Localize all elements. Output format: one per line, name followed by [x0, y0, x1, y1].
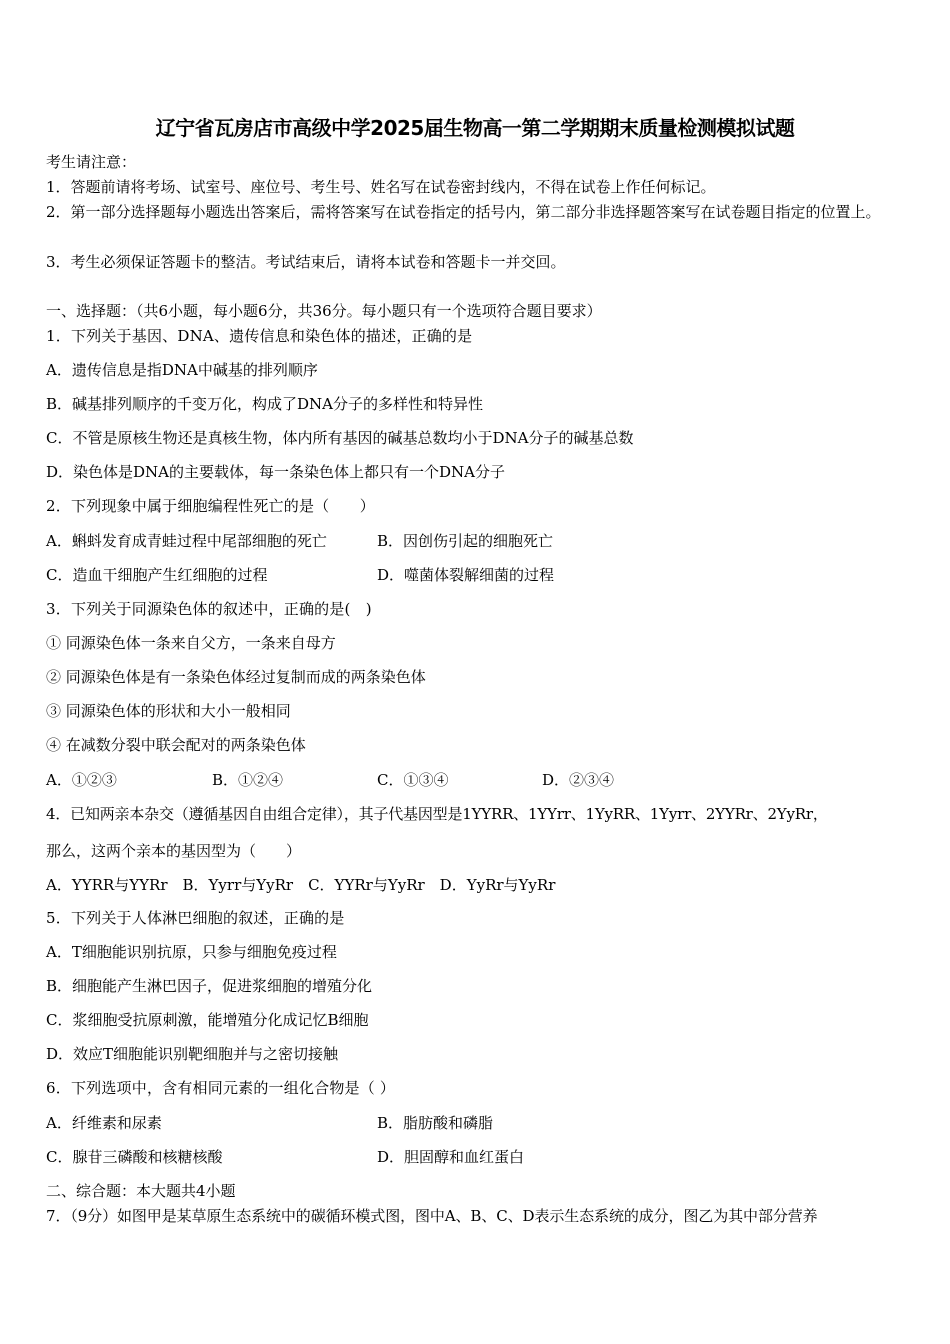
notice-heading: 考生请注意：: [46, 153, 137, 171]
question-1-option-c: C．不管是原核生物还是真核生物，体内所有基因的碱基总数均小于DNA分子的碱基总数: [46, 429, 634, 447]
question-3-statement-2: ② 同源染色体是有一条染色体经过复制而成的两条染色体: [46, 668, 426, 686]
section-2-heading: 二、综合题：本大题共4小题: [46, 1182, 236, 1200]
question-6-option-d: D．胆固醇和血红蛋白: [377, 1148, 525, 1166]
notice-item-2: 2．第一部分选择题每小题选出答案后，需将答案写在试卷指定的括号内，第二部分非选择题答案写在试卷题目指定的位置上。: [46, 203, 881, 221]
question-3-option-c: C．①③④: [377, 771, 449, 789]
question-5-stem: 5．下列关于人体淋巴细胞的叙述，正确的是: [46, 909, 345, 927]
question-5-option-b: B．细胞能产生淋巴因子，促进浆细胞的增殖分化: [46, 977, 373, 995]
question-2-option-d: D．噬菌体裂解细菌的过程: [377, 566, 555, 584]
question-3-statement-4: ④ 在减数分裂中联会配对的两条染色体: [46, 736, 306, 754]
question-4-stem-line-1: 4．已知两亲本杂交（遵循基因自由组合定律），其子代基因型是1YYRR、1YYrr、1YyRR、1Yyrr、2YYRr、2YyRr，: [46, 805, 828, 823]
question-2-stem: 2．下列现象中属于细胞编程性死亡的是（ ）: [46, 497, 375, 515]
question-1-option-d: D．染色体是DNA的主要载体，每一条染色体上都只有一个DNA分子: [46, 463, 505, 481]
question-4-options: A．YYRR与YYRr B．Yyrr与YyRr C．YYRr与YyRr D．YyRr与YyRr: [46, 876, 556, 894]
question-1-option-b: B．碱基排列顺序的千变万化，构成了DNA分子的多样性和特异性: [46, 395, 484, 413]
question-3-statement-1: ① 同源染色体一条来自父方，一条来自母方: [46, 634, 336, 652]
question-7-stem: 7．（9分）如图甲是某草原生态系统中的碳循环模式图，图中A、B、C、D表示生态系统的成分，图乙为其中部分营养: [46, 1207, 818, 1225]
question-3-option-d: D．②③④: [542, 771, 615, 789]
question-3-option-a: A．①②③: [46, 771, 117, 789]
notice-item-3: 3．考生必须保证答题卡的整洁。考试结束后，请将本试卷和答题卡一并交回。: [46, 253, 566, 271]
question-2-option-c: C．造血干细胞产生红细胞的过程: [46, 566, 268, 584]
question-5-option-a: A．T细胞能识别抗原，只参与细胞免疫过程: [46, 943, 337, 961]
question-3-option-b: B．①②④: [212, 771, 284, 789]
notice-item-1: 1．答题前请将考场、试室号、座位号、考生号、姓名写在试卷密封线内，不得在试卷上作任何标记。: [46, 178, 716, 196]
question-1-stem: 1．下列关于基因、DNA、遗传信息和染色体的描述，正确的是: [46, 327, 473, 345]
question-6-option-a: A．纤维素和尿素: [46, 1114, 162, 1132]
question-3-statement-3: ③ 同源染色体的形状和大小一般相同: [46, 702, 291, 720]
page-title: 辽宁省瓦房店市高级中学2025届生物高一第二学期期末质量检测模拟试题: [155, 116, 795, 140]
question-5-option-c: C．浆细胞受抗原刺激，能增殖分化成记忆B细胞: [46, 1011, 369, 1029]
question-6-stem: 6．下列选项中，含有相同元素的一组化合物是（ ）: [46, 1079, 396, 1097]
question-6-option-b: B．脂肪酸和磷脂: [377, 1114, 494, 1132]
question-1-option-a: A．遗传信息是指DNA中碱基的排列顺序: [46, 361, 318, 379]
question-4-stem-line-2: 那么，这两个亲本的基因型为（ ）: [46, 842, 302, 860]
question-5-option-d: D．效应T细胞能识别靶细胞并与之密切接触: [46, 1045, 339, 1063]
question-2-option-b: B．因创伤引起的细胞死亡: [377, 532, 554, 550]
question-6-option-c: C．腺苷三磷酸和核糖核酸: [46, 1148, 223, 1166]
question-2-option-a: A．蝌蚪发育成青蛙过程中尾部细胞的死亡: [46, 532, 327, 550]
section-1-heading: 一、选择题：（共6小题，每小题6分，共36分。每小题只有一个选项符合题目要求）: [46, 302, 602, 320]
question-3-stem: 3．下列关于同源染色体的叙述中，正确的是( ): [46, 600, 372, 618]
